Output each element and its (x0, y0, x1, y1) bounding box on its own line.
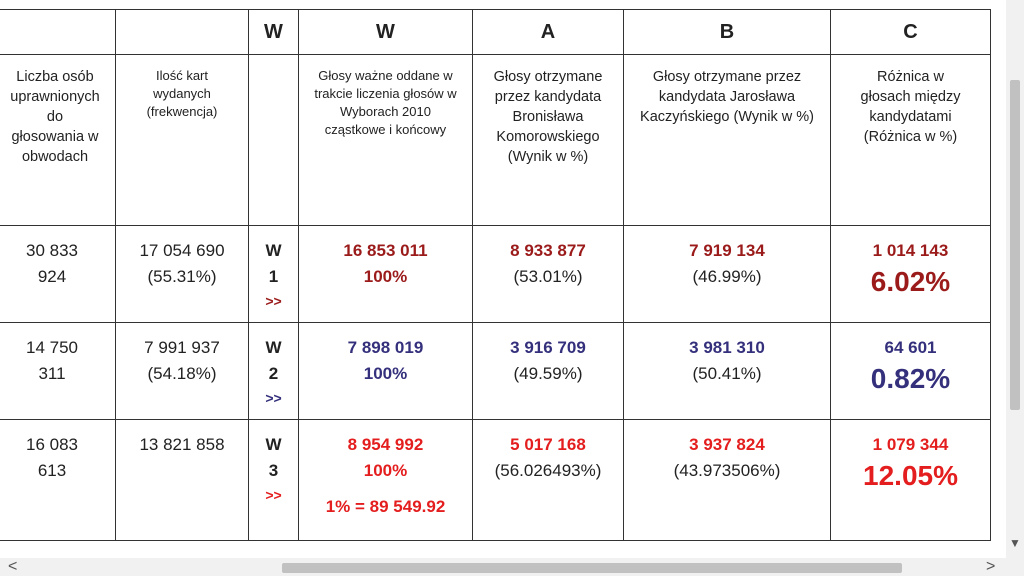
election-results-table (0, 9, 991, 541)
expand-arrow-icon[interactable]: >> (265, 293, 282, 309)
column-description-row (0, 55, 991, 226)
expand-arrow-icon[interactable]: >> (265, 487, 282, 503)
difference-cell: 1 079 344 12.05% (831, 420, 991, 541)
header-b: B (624, 10, 831, 55)
desc-valid: Głosy ważne oddane w trakcie liczenia głosów w Wyborach 2010 cząstkowe i końcowy (299, 55, 473, 226)
cards-cell: 13 821 858 (116, 420, 249, 541)
valid-votes-cell: 8 954 992 100% 1% = 89 549.92 (299, 420, 473, 541)
desc-empty (249, 55, 299, 226)
table-row (0, 226, 991, 323)
empty-header-cell (116, 10, 249, 55)
header-w: W (299, 10, 473, 55)
difference-cell: 64 601 0.82% (831, 323, 991, 420)
candidate-a-cell: 5 017 168 (56.026493%) (473, 420, 624, 541)
w-link-cell[interactable]: W 2 >> (249, 323, 299, 420)
header-c: C (831, 10, 991, 55)
desc-voters: Liczba osób uprawnionych do głosowania w obwodach (0, 55, 116, 226)
desc-candidate-b: Głosy otrzymane przez kandydata Jarosława Kaczyńskiego (Wynik w %) (624, 55, 831, 226)
scroll-left-icon[interactable]: < (8, 558, 18, 575)
desc-cards: Ilość kart wydanych (frekwencja) (116, 55, 249, 226)
candidate-b-cell: 3 937 824 (43.973506%) (624, 420, 831, 541)
voters-cell: 30 833 924 (0, 226, 116, 323)
column-letter-row (0, 10, 991, 55)
vertical-scrollbar[interactable] (1006, 0, 1024, 558)
table-row (0, 323, 991, 420)
desc-difference: Różnica w głosach między kandydatami (Różnica w %) (831, 55, 991, 226)
w-link-cell[interactable]: W 1 >> (249, 226, 299, 323)
vertical-scroll-thumb[interactable] (1010, 80, 1020, 410)
one-percent-note: 1% = 89 549.92 (325, 497, 446, 516)
header-a: A (473, 10, 624, 55)
horizontal-scrollbar[interactable] (0, 558, 1006, 576)
candidate-b-cell: 7 919 134 (46.99%) (624, 226, 831, 323)
candidate-a-cell: 8 933 877 (53.01%) (473, 226, 624, 323)
scroll-down-icon[interactable]: ▼ (1009, 536, 1021, 550)
cards-cell: 7 991 937 (54.18%) (116, 323, 249, 420)
w-link-cell[interactable]: W 3 >> (249, 420, 299, 541)
scroll-right-icon[interactable]: > (986, 558, 996, 575)
header-w-small: W (249, 10, 299, 55)
candidate-a-cell: 3 916 709 (49.59%) (473, 323, 624, 420)
expand-arrow-icon[interactable]: >> (265, 390, 282, 406)
horizontal-scroll-thumb[interactable] (282, 563, 902, 573)
table-row (0, 420, 991, 541)
empty-header-cell (0, 10, 116, 55)
candidate-b-cell: 3 981 310 (50.41%) (624, 323, 831, 420)
desc-candidate-a: Głosy otrzymane przez kandydata Bronisława Komorowskiego (Wynik w %) (473, 55, 624, 226)
valid-votes-cell: 16 853 011 100% (299, 226, 473, 323)
voters-cell: 16 083 613 (0, 420, 116, 541)
voters-cell: 14 750 311 (0, 323, 116, 420)
difference-cell: 1 014 143 6.02% (831, 226, 991, 323)
cards-cell: 17 054 690 (55.31%) (116, 226, 249, 323)
scrollbar-corner (1006, 558, 1024, 576)
valid-votes-cell: 7 898 019 100% (299, 323, 473, 420)
